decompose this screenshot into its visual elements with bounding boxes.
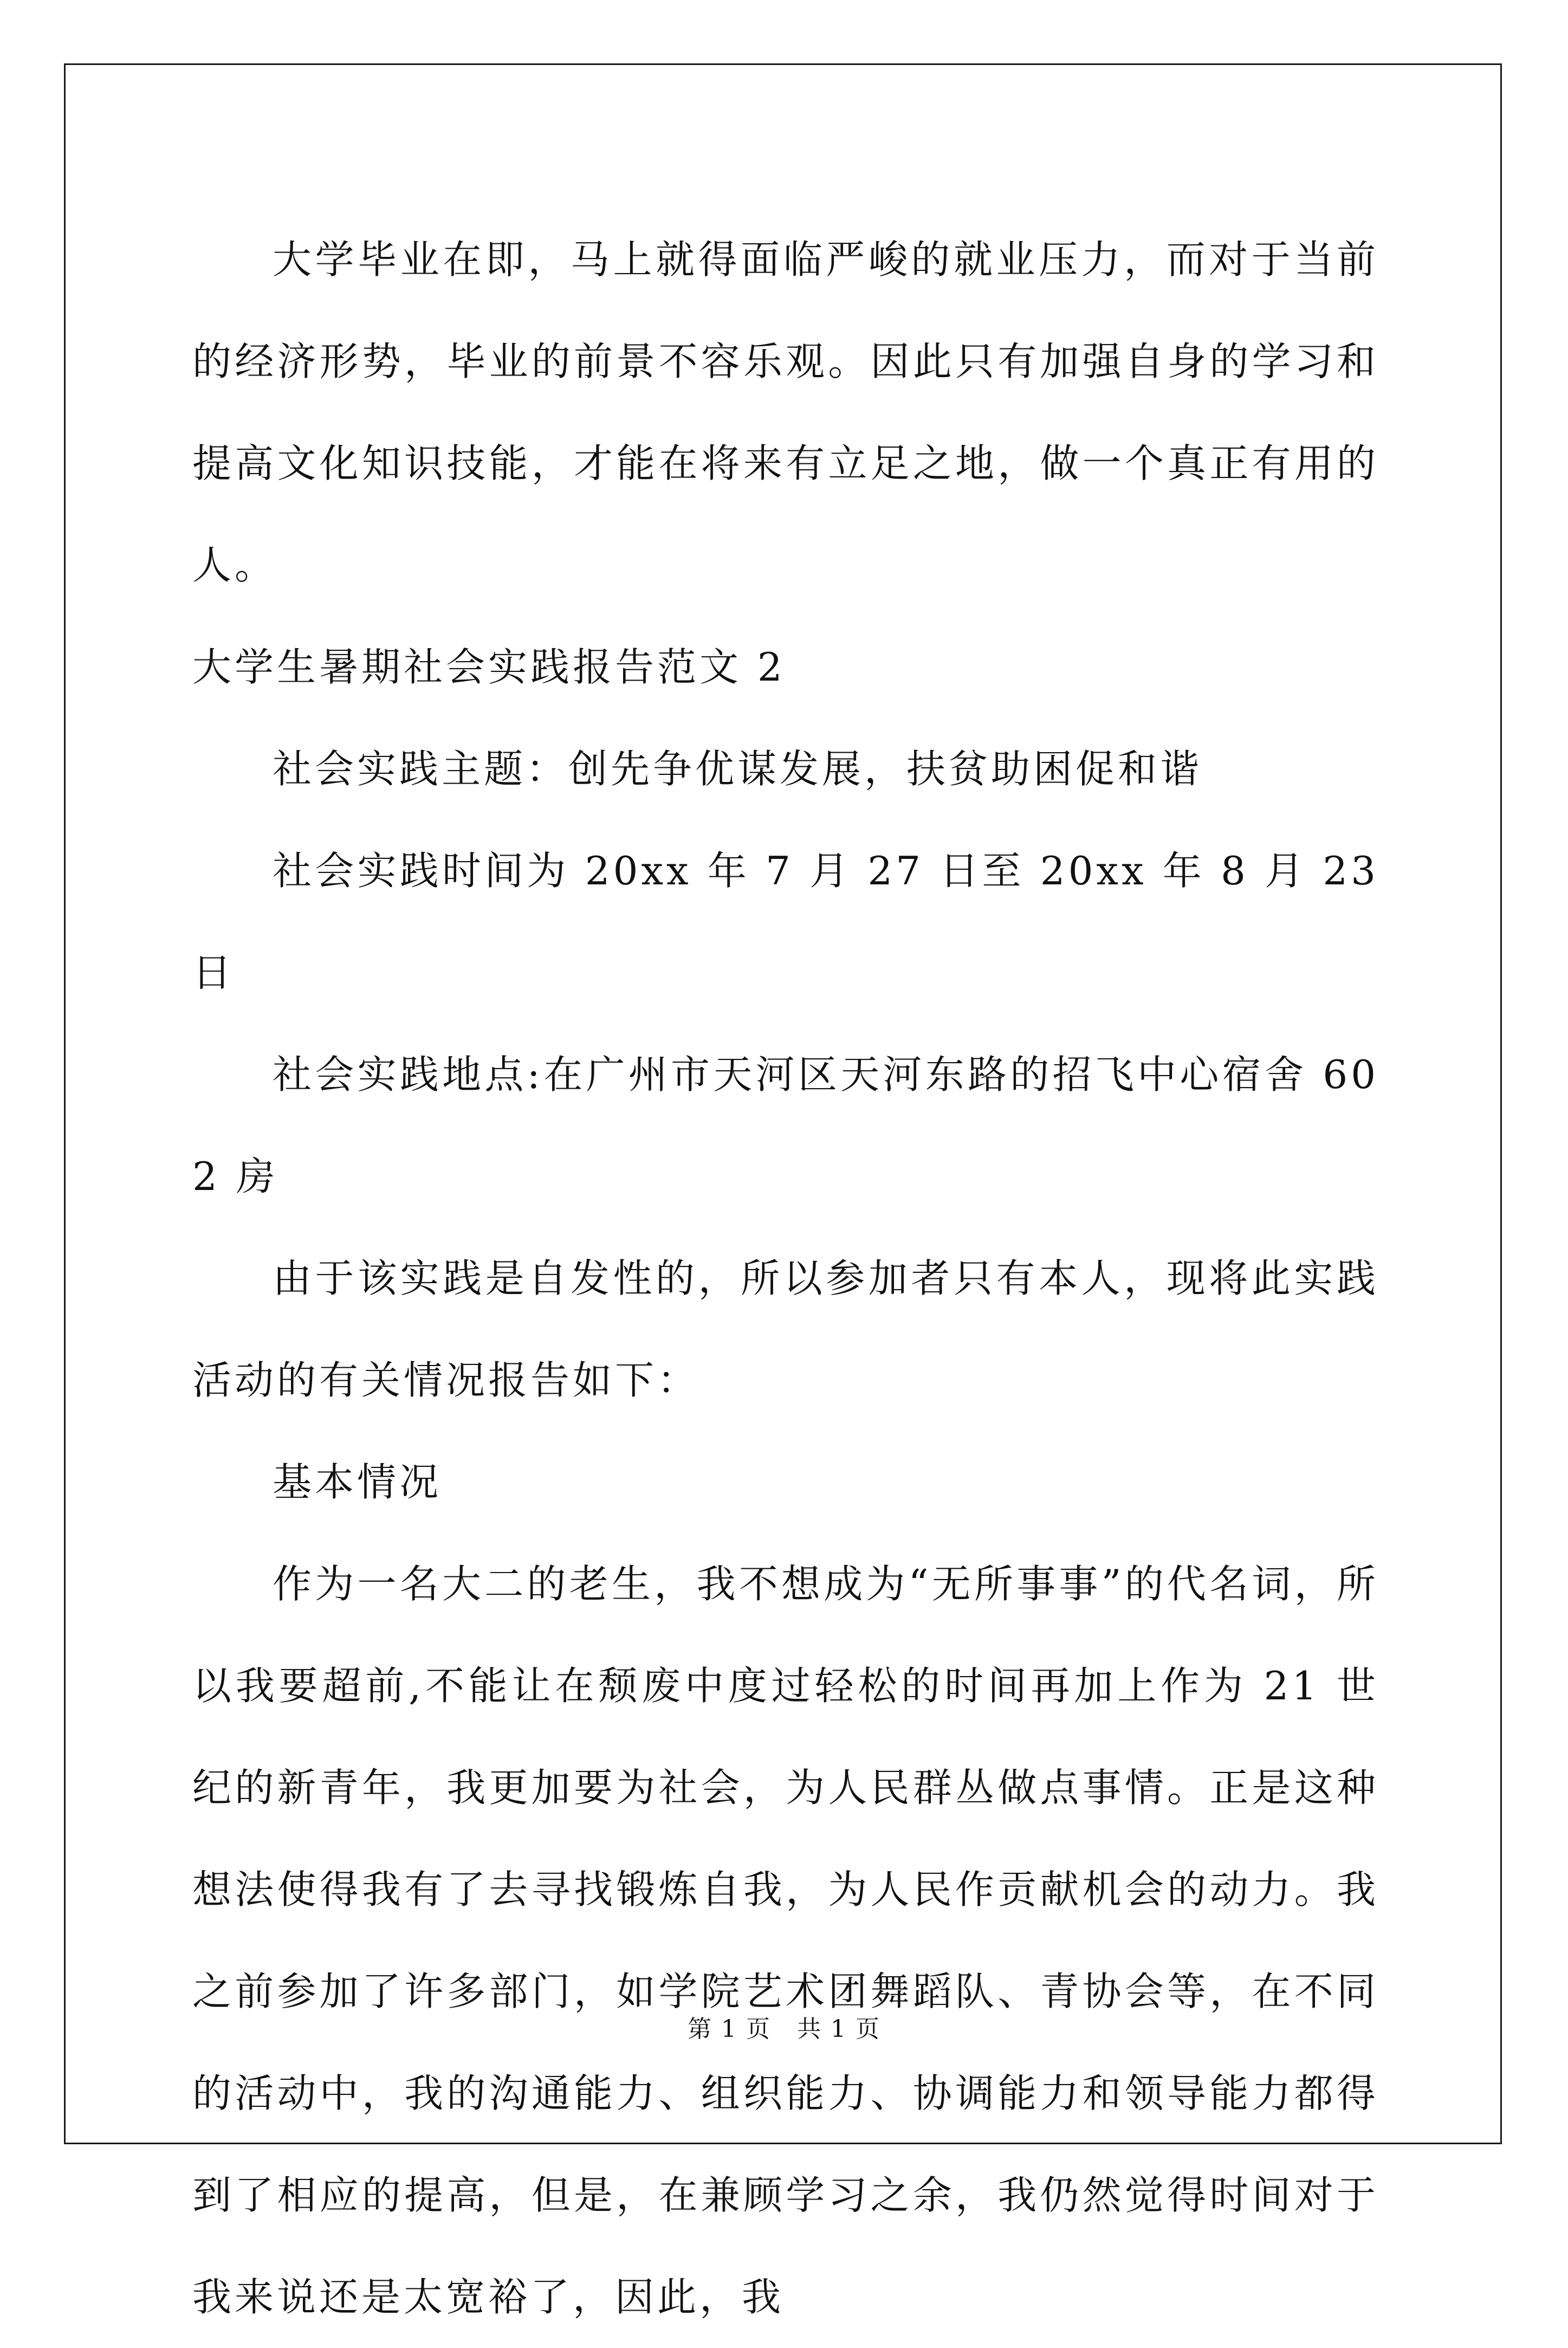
paragraph-report-intro: 由于该实践是自发性的，所以参加者只有本人，现将此实践活动的有关情况报告如下： [192,1256,1379,1403]
paragraph-practice-time: 社会实践时间为 20xx 年 7 月 27 日至 20xx 年 8 月 23 日 [192,848,1379,995]
paragraph-practice-theme: 社会实践主题：创先争优谋发展，扶贫助困促和谐 [273,746,1203,792]
paragraph-practice-location: 社会实践地点:在广州市天河区天河东路的招飞中心宿舍 602 房 [192,1052,1379,1199]
page-number: 第 1 页 [688,2015,771,2043]
page-footer [0,2009,1568,2044]
paragraph-graduation-pressure: 大学毕业在即，马上就得面临严峻的就业压力，而对于当前的经济形势，毕业的前景不容乐观。因此只有加强自身的学习和提高文化知识技能，才能在将来有立足之地，做一个真正有用的人。 [192,237,1379,588]
subheading-basic-situation: 基本情况 [273,1459,442,1505]
page-total: 共 1 页 [797,2015,880,2043]
paragraph-basic-situation: 作为一名大二的老生，我不想成为“无所事事”的代名词，所以我要超前,不能让在颓废中度过轻松的时间再加上作为 21 世纪的新青年，我更加要为社会，为人民群丛做点事情。正是这种想法使得我有了去寻找锻炼自我，为人民作贡献机会的动力。我之前参加了许多部门，如学院艺术团舞蹈队、青协会等，在不同的活动中，我的沟通能力、组织能力、协调能力和领导能力都得到了相应的提高，但是，在兼顾学习之余，我仍然觉得时间对于我来说还是太宽裕了，因此，我 [192,1561,1379,2320]
section-heading: 大学生暑期社会实践报告范文 2 [192,644,786,690]
